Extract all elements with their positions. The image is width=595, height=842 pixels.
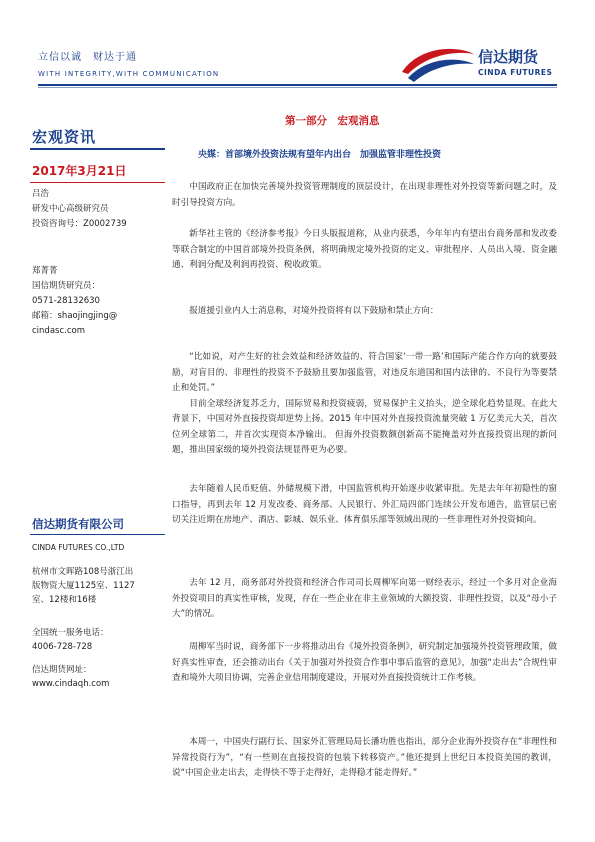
website-link[interactable]: www.cindaqh.com: [32, 679, 110, 689]
article-paragraph: 周柳军当时说，商务部下一步将推动出台《境外投资条例》，研究制定加强境外投资管理政策，做好真实性审查，还会推动出台《关于加强对外投资合作事中事后监管的意见》，加强“走出去”合规性审查和境外大项目协调，完善企业信用制度建设，开展对外直接投资统计工作考核。: [172, 642, 557, 683]
company-address-line: 版物资大厦1125室、1127: [32, 581, 135, 591]
contact-email-domain[interactable]: cindasc.com: [32, 326, 85, 336]
author-name: 吕浩: [32, 189, 50, 199]
website-label: 信达期货网址：: [32, 665, 92, 675]
report-date: 2017年3月21日: [32, 164, 127, 178]
part-title: 第一部分 宏观消息: [285, 115, 380, 127]
header-slogan: 立信以诚 财达于通: [38, 52, 137, 63]
contact-name: 郑菁菁: [32, 266, 58, 276]
header-divider: [38, 84, 557, 86]
company-address-line: 室、12楼和16楼: [32, 595, 97, 605]
company-name-en: CINDA FUTURES CO.,LTD: [32, 543, 125, 552]
author-license: 投资咨询号：Z0002739: [32, 219, 127, 229]
article-paragraph: 中国政府正在加快完善境外投资管理制度的顶层设计，在出现非理性对外投资等新问题之时，及时引导投资方向。: [172, 182, 557, 208]
hotline-number: 4006-728-728: [32, 642, 93, 652]
contact-title: 国信期货研究员：: [32, 281, 101, 291]
contact-email[interactable]: 邮箱：shaojingjing@: [32, 311, 118, 321]
sidebar-section-title: 宏观资讯: [32, 128, 97, 146]
company-address-line: 杭州市文晖路108号浙江出: [32, 567, 134, 577]
sidebar-divider-company: [30, 534, 165, 535]
article-paragraph: 新华社主管的《经济参考报》今日头版报道称，从业内获悉，今年年内有望出台商务部和发改委等联合制定的中国首部境外投资条例，将明确规定境外投资的定义、审批程序、人员出入境、资金融通、利润分配及利润再投资、税收政策。: [172, 229, 557, 270]
sidebar-divider-red: [30, 182, 165, 183]
article-paragraph: “比如说，对产生好的社会效益和经济效益的、符合国家‘一带一路’和国际产能合作方向的就要鼓励，对盲目的、非理性的投资不予鼓励且要加强监管，对违反东道国和国内法律的、不良行为等要禁止和处罚。” 目前全球经济复苏乏力，国际贸易和投资疲弱，贸易保护主义抬头，逆全球化趋势显现。在此大背景下，中国对外直接投资却逆势上扬。2015 年中国对外直接投资流量突破 1 万亿美元大关，首次位列全球第二，并首次实现资本净输出。 但海外投资数额创新高不能掩盖对外直接投资出现的新问题，推出国家级的境外投资法规显得更为必要。: [172, 352, 557, 455]
header-divider-thin: [38, 87, 557, 88]
contact-phone: 0571-28132630: [32, 296, 100, 306]
header-slogan-en: WITH INTEGRITY,WITH COMMUNICATION: [38, 70, 220, 78]
cinda-swoosh-logo-icon: [398, 42, 478, 86]
article-paragraph: 去年 12 月，商务部对外投资和经济合作司司长周柳军向第一财经表示，经过一个多月对企业海外投资项目的真实性审核，发现，存在一些企业在非主业领域的大额投资、非理性投资，以及“母小子大”的情况。: [172, 578, 557, 619]
logo-text-cn: 信达期货: [478, 48, 539, 66]
article-paragraph: 去年随着人民币贬值、外储规模下滑，中国监管机构开始逐步收紧审批。先是去年年初隐性的窗口指导，再到去年 12 月发改委、商务部、人民银行、外汇局四部门连续公开发布通告，监管层已密切关注近期在房地产、酒店、影城、娱乐业、体育俱乐部等领域出现的一些非理性对外投资倾向。: [172, 484, 557, 525]
hotline-label: 全国统一服务电话：: [32, 628, 109, 638]
sidebar-divider: [30, 148, 165, 150]
author-title: 研发中心高级研究员: [32, 204, 109, 214]
article-paragraph: 本周一，中国央行副行长、国家外汇管理局局长潘功胜也指出，部分企业海外投资存在“非理性和异常投资行为”，“有一些则在直接投资的包装下转移资产。”他还提到上世纪日本投资美国的教训，说“中国企业走出去，走得快不等于走得好，走得稳才能走得好。”: [172, 737, 557, 778]
article-headline: 央媒：首部境外投资法规有望年内出台 加强监管非理性投资: [198, 150, 442, 160]
logo-text-en: CINDA FUTURES: [478, 68, 553, 77]
article-paragraph: 报道援引业内人士消息称，对境外投资将有以下鼓励和禁止方向：: [189, 306, 439, 316]
company-name-cn: 信达期货有限公司: [32, 517, 124, 531]
